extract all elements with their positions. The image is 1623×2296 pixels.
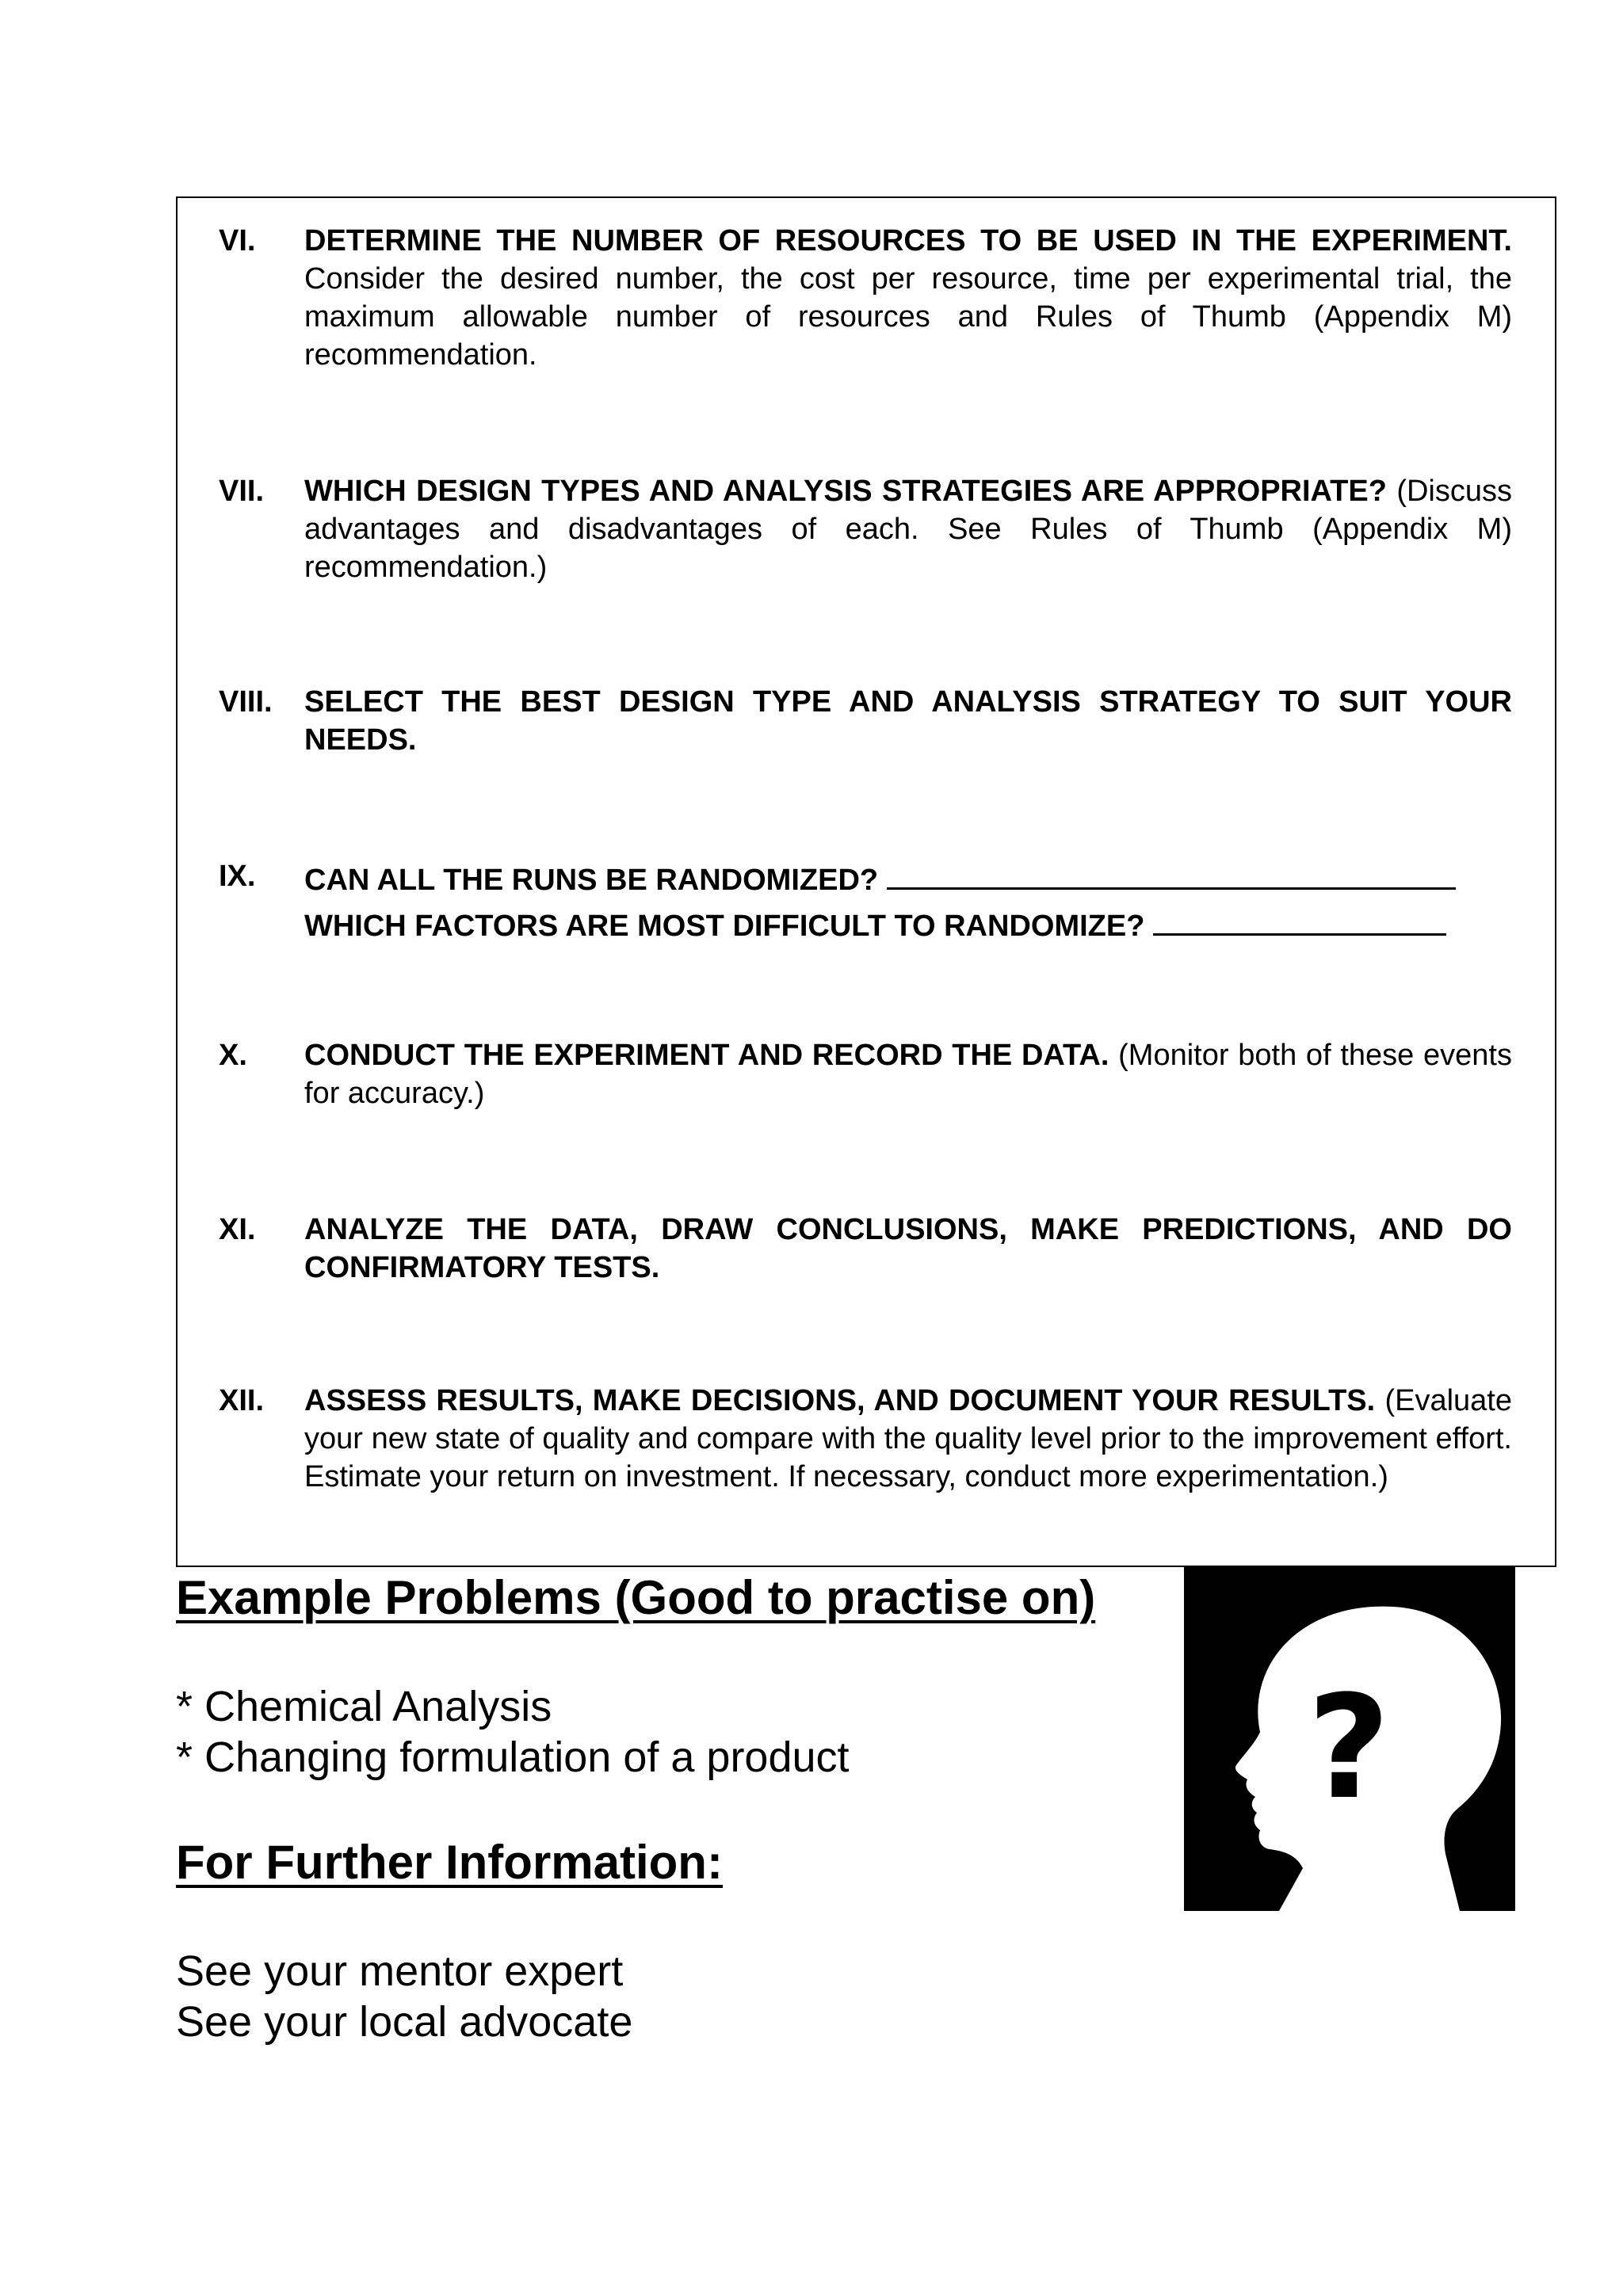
randomize-question	[304, 857, 1512, 903]
example-problems-title: Example Problems (Good to practise on)	[176, 1571, 1096, 1624]
example-item-chemical-analysis: * Chemical Analysis	[176, 1683, 552, 1730]
step-number: VIII.	[219, 685, 273, 719]
step-heading: DETERMINE THE NUMBER OF RESOURCES TO BE USED IN THE EXPERIMENT.	[304, 224, 1512, 257]
step-body	[304, 1211, 1512, 1287]
step-heading: WHICH DESIGN TYPES AND ANALYSIS STRATEGIES ARE APPROPRIATE?	[304, 475, 1387, 508]
difficult-factors-answer-blank[interactable]	[1153, 905, 1446, 936]
step-body	[304, 472, 1512, 586]
further-item-advocate: See your local advocate	[176, 1998, 633, 2046]
step-number: IX.	[219, 860, 256, 893]
further-information-title: For Further Information:	[176, 1836, 723, 1889]
step-body	[304, 1382, 1512, 1496]
step-number: VI.	[219, 224, 256, 257]
step-number: VII.	[219, 475, 265, 508]
step-body	[304, 222, 1512, 374]
difficult-factors-question	[304, 903, 1512, 949]
step-body	[304, 857, 1512, 949]
question-mark-glyph: ?	[1307, 1665, 1391, 1831]
step-text: (Discuss advantages and disadvantages of each. See Rules of Thumb (Appendix M) recommendation.)	[304, 475, 1512, 584]
step-heading: SELECT THE BEST DESIGN TYPE AND ANALYSIS STRATEGY TO SUIT YOUR NEEDS.	[304, 685, 1512, 757]
randomize-question-text: CAN ALL THE RUNS BE RANDOMIZED?	[304, 864, 879, 897]
step-text: Consider the desired number, the cost per resource, time per experimental trial, the maximum allowable number of resources and Rules of Thumb (Appendix M) recommendation.	[304, 262, 1512, 372]
step-heading: ANALYZE THE DATA, DRAW CONCLUSIONS, MAKE PREDICTIONS, AND DO CONFIRMATORY TESTS.	[304, 1213, 1512, 1284]
question-head-icon	[1184, 1567, 1515, 1911]
step-body	[304, 1036, 1512, 1112]
step-number: XII.	[219, 1384, 265, 1417]
step-heading: CONDUCT THE EXPERIMENT AND RECORD THE DATA.	[304, 1039, 1109, 1072]
randomize-answer-blank[interactable]	[887, 859, 1456, 890]
steps-box	[176, 196, 1556, 1567]
difficult-factors-text: WHICH FACTORS ARE MOST DIFFICULT TO RANDOMIZE?	[304, 910, 1145, 943]
step-body	[304, 683, 1512, 759]
further-item-mentor: See your mentor expert	[176, 1947, 624, 1995]
step-text: (Monitor both of these events for accuracy.)	[304, 1039, 1512, 1110]
step-text: (Evaluate your new state of quality and compare with the quality level prior to the improvement effort. Estimate your return on investment. If necessary, conduct more experimentation.)	[304, 1384, 1512, 1493]
step-number: XI.	[219, 1213, 256, 1246]
step-number: X.	[219, 1039, 247, 1072]
example-item-changing-formulation: * Changing formulation of a product	[176, 1733, 850, 1781]
step-heading: ASSESS RESULTS, MAKE DECISIONS, AND DOCUMENT YOUR RESULTS.	[304, 1384, 1376, 1417]
